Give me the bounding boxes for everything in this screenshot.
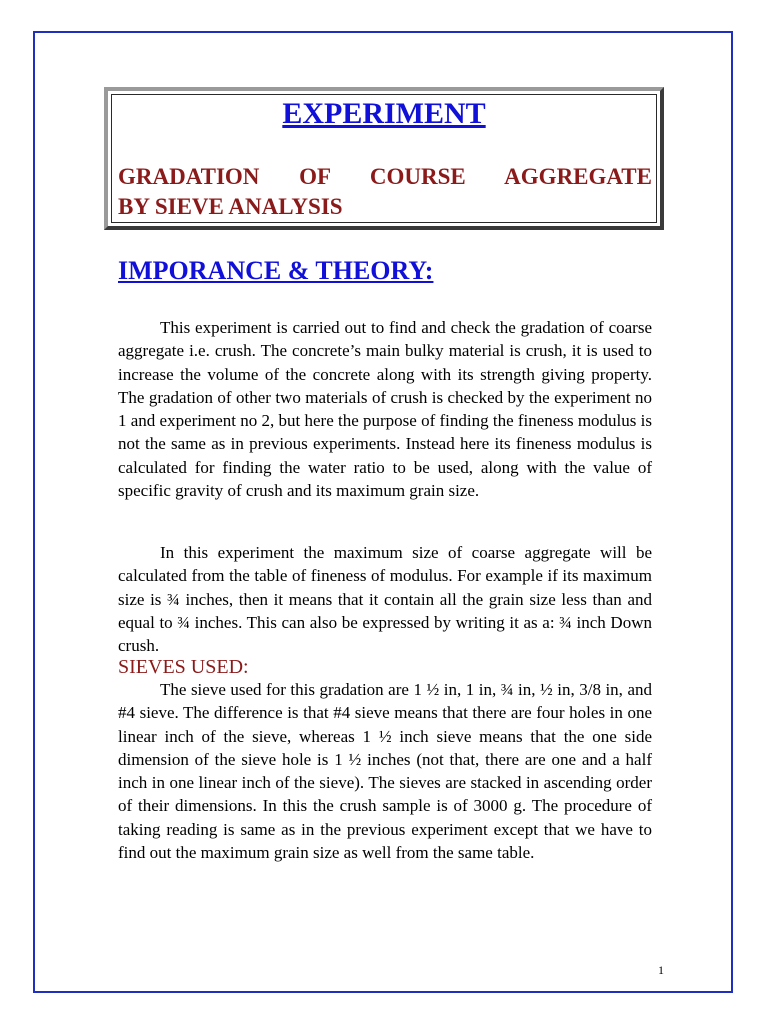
theory-paragraph-2 xyxy=(118,541,652,657)
experiment-title: EXPERIMENT xyxy=(282,97,486,130)
subtitle-line-1: GRADATION OF COURSE AGGREGATE xyxy=(118,164,652,189)
sieves-paragraph-text: The sieve used for this gradation are 1 ½ in, 1 in, ¾ in, ½ in, 3/8 in, and #4 sieve. The difference is that #4 sieve means that there are four holes in one linear inch of the sieve, whereas 1 ½ inch sieve means that the one side dimension of the sieve hole is 1 ½ inches (not that, there are one and a half inch in one linear inch of the sieve). The sieves are stacked in ascending order of their dimensions. In this the crush sample is of 3000 g. The procedure of taking reading is same as in the previous experiment except that we have to find out the maximum grain size as well from the same table. xyxy=(118,680,652,863)
sieves-paragraph xyxy=(118,678,652,864)
sieves-heading: SIEVES USED: xyxy=(118,656,249,678)
page-number: 1 xyxy=(658,963,664,977)
experiment-subtitle xyxy=(118,162,652,222)
theory-heading: IMPORANCE & THEORY: xyxy=(118,256,434,285)
theory-paragraph-1-text: This experiment is carried out to find and check the gradation of coarse aggregate i.e. crush. The concrete’s main bulky material is crush, it is used to increase the volume of the concrete along with its strength giving property. The gradation of other two materials of crush is checked by the experiment no 1 and experiment no 2, but here the purpose of finding the fineness modulus is not the same as in previous experiments. Instead here its fineness modulus is calculated for finding the water ratio to be used, along with the value of specific gravity of crush and its maximum grain size. xyxy=(118,318,652,501)
subtitle-line-2: BY SIEVE ANALYSIS xyxy=(118,194,343,219)
theory-paragraph-1 xyxy=(118,316,652,502)
theory-paragraph-2-text: In this experiment the maximum size of coarse aggregate will be calculated from the table of fineness of modulus. For example if its maximum size is ¾ inches, then it means that it contain all the grain size less than and equal to ¾ inches. This can also be expressed by writing it as a: ¾ inch Down crush. xyxy=(118,543,652,656)
